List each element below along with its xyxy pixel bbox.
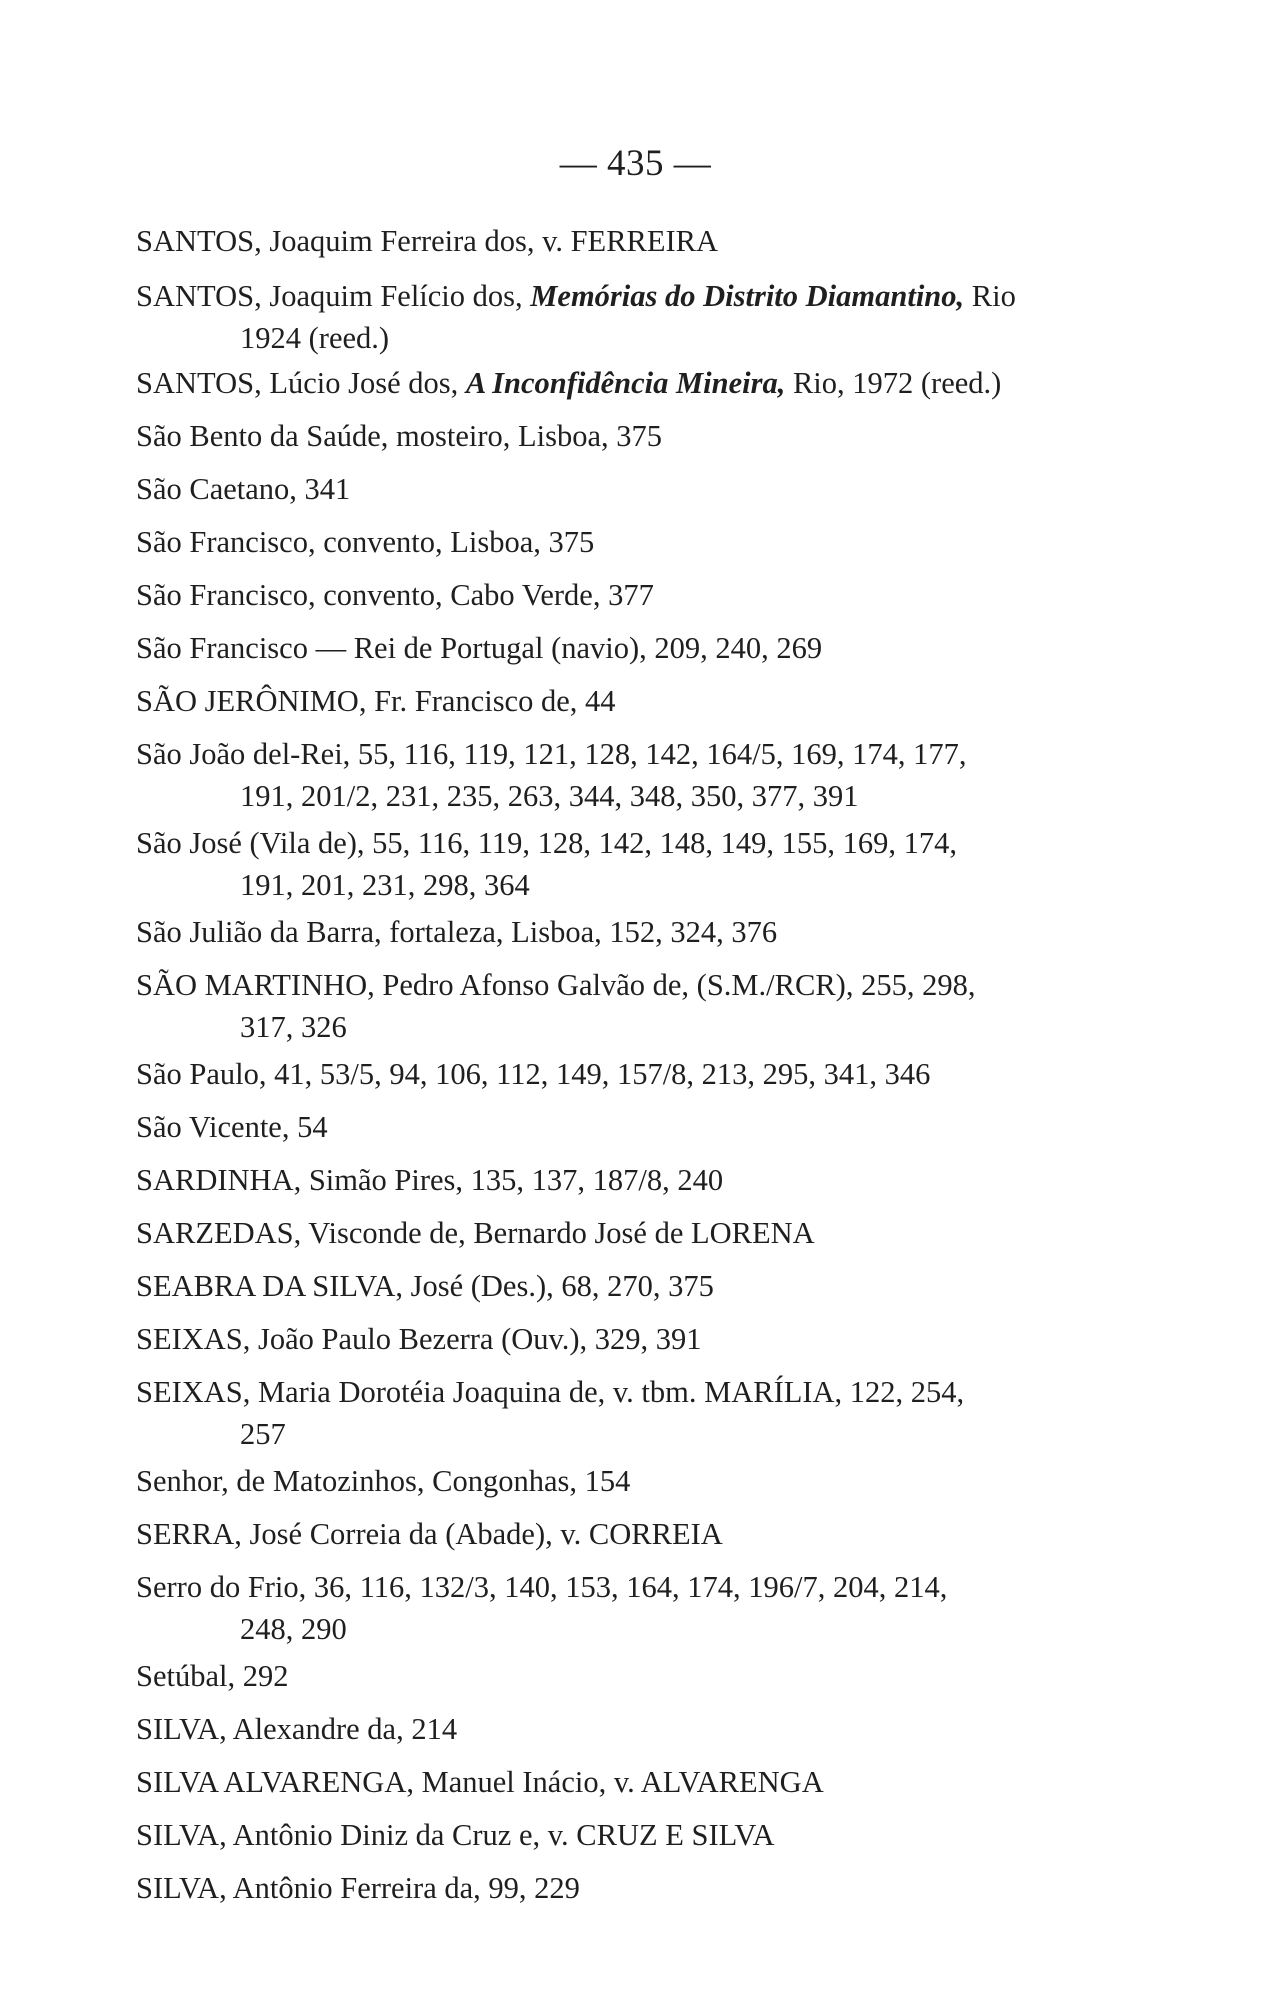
index-entry [136, 911, 1216, 953]
entry-text: SÃO JERÔNIMO, Fr. Francisco de, 44 [136, 684, 616, 718]
entry-text: Serro do Frio, 36, 116, 132/3, 140, 153, 164, 174, 196/7, 204, 214, [136, 1570, 948, 1604]
entry-text: SEIXAS, João Paulo Bezerra (Ouv.), 329, 391 [136, 1322, 702, 1356]
index-entry [136, 1053, 1216, 1095]
entry-text: SILVA, Alexandre da, 214 [136, 1712, 458, 1746]
index-entry [136, 1265, 1216, 1307]
entry-continuation: 317, 326 [240, 1010, 347, 1044]
entry-title: Memórias do Distrito Diamantino, [530, 279, 965, 313]
index-entry [136, 627, 1216, 669]
entry-text: São Paulo, 41, 53/5, 94, 106, 112, 149, 157/8, 213, 295, 341, 346 [136, 1057, 931, 1091]
entry-text: SANTOS, Lúcio José dos, [136, 366, 466, 400]
entry-text: Senhor, de Matozinhos, Congonhas, 154 [136, 1464, 631, 1498]
entry-text: São Francisco, convento, Lisboa, 375 [136, 525, 595, 559]
entry-text: SEIXAS, Maria Dorotéia Joaquina de, v. tbm. MARÍLIA, 122, 254, [136, 1375, 965, 1409]
entry-text: São Francisco, convento, Cabo Verde, 377 [136, 578, 654, 612]
index-entry [136, 275, 1216, 359]
index-entry [136, 680, 1216, 722]
entry-text: SERRA, José Correia da (Abade), v. CORREIA [136, 1517, 723, 1551]
index-entry [136, 220, 1216, 262]
index-entry [136, 1212, 1216, 1254]
index-entry [136, 468, 1216, 510]
index-entry [136, 574, 1216, 616]
entry-text: Setúbal, 292 [136, 1659, 289, 1693]
entry-text: São João del-Rei, 55, 116, 119, 121, 128, 142, 164/5, 169, 174, 177, [136, 737, 967, 771]
index-entry [136, 1566, 1216, 1650]
entry-continuation: 257 [240, 1417, 286, 1451]
index-entry [136, 415, 1216, 457]
entry-continuation: 191, 201/2, 231, 235, 263, 344, 348, 350, 377, 391 [240, 779, 859, 813]
entry-text: São José (Vila de), 55, 116, 119, 128, 142, 148, 149, 155, 169, 174, [136, 826, 958, 860]
entry-continuation: 248, 290 [240, 1612, 347, 1646]
index-entry [136, 822, 1216, 906]
index-entry [136, 1106, 1216, 1148]
index-entry [136, 1159, 1216, 1201]
index-entry [136, 1761, 1216, 1803]
index-entry [136, 1814, 1216, 1856]
entry-text: São Caetano, 341 [136, 472, 351, 506]
entry-continuation: 191, 201, 231, 298, 364 [240, 868, 530, 902]
entry-text: SILVA, Antônio Diniz da Cruz e, v. CRUZ E SILVA [136, 1818, 775, 1852]
entry-text-after-title: Rio [964, 279, 1016, 313]
index-entry [136, 1371, 1216, 1455]
index-entry [136, 1708, 1216, 1750]
entry-text: São Julião da Barra, fortaleza, Lisboa, 152, 324, 376 [136, 915, 778, 949]
index-entry [136, 1460, 1216, 1502]
index-entry [136, 1867, 1216, 1909]
entry-continuation: 1924 (reed.) [240, 321, 390, 355]
page-number: — 435 — [559, 143, 712, 184]
index-entry [136, 362, 1216, 404]
entry-text: SANTOS, Joaquim Felício dos, [136, 279, 531, 313]
index-entry [136, 964, 1216, 1048]
entry-text: São Bento da Saúde, mosteiro, Lisboa, 375 [136, 419, 663, 453]
entry-text: São Vicente, 54 [136, 1110, 328, 1144]
entry-text: SÃO MARTINHO, Pedro Afonso Galvão de, (S.M./RCR), 255, 298, [136, 968, 976, 1002]
entry-text: SANTOS, Joaquim Ferreira dos, v. FERREIRA [136, 224, 719, 258]
entry-text: SILVA, Antônio Ferreira da, 99, 229 [136, 1871, 580, 1905]
entry-text: SARDINHA, Simão Pires, 135, 137, 187/8, 240 [136, 1163, 724, 1197]
index-entry [136, 1655, 1216, 1697]
entry-text: São Francisco — Rei de Portugal (navio), 209, 240, 269 [136, 631, 823, 665]
entry-text-after-title: Rio, 1972 (reed.) [785, 366, 1002, 400]
index-entry [136, 733, 1216, 817]
index-entry [136, 521, 1216, 563]
entry-text: SILVA ALVARENGA, Manuel Inácio, v. ALVARENGA [136, 1765, 824, 1799]
entry-text: SARZEDAS, Visconde de, Bernardo José de LORENA [136, 1216, 815, 1250]
index-entry [136, 1318, 1216, 1360]
entry-title: A Inconfidência Mineira, [465, 366, 786, 400]
entry-text: SEABRA DA SILVA, José (Des.), 68, 270, 375 [136, 1269, 714, 1303]
index-entry [136, 1513, 1216, 1555]
